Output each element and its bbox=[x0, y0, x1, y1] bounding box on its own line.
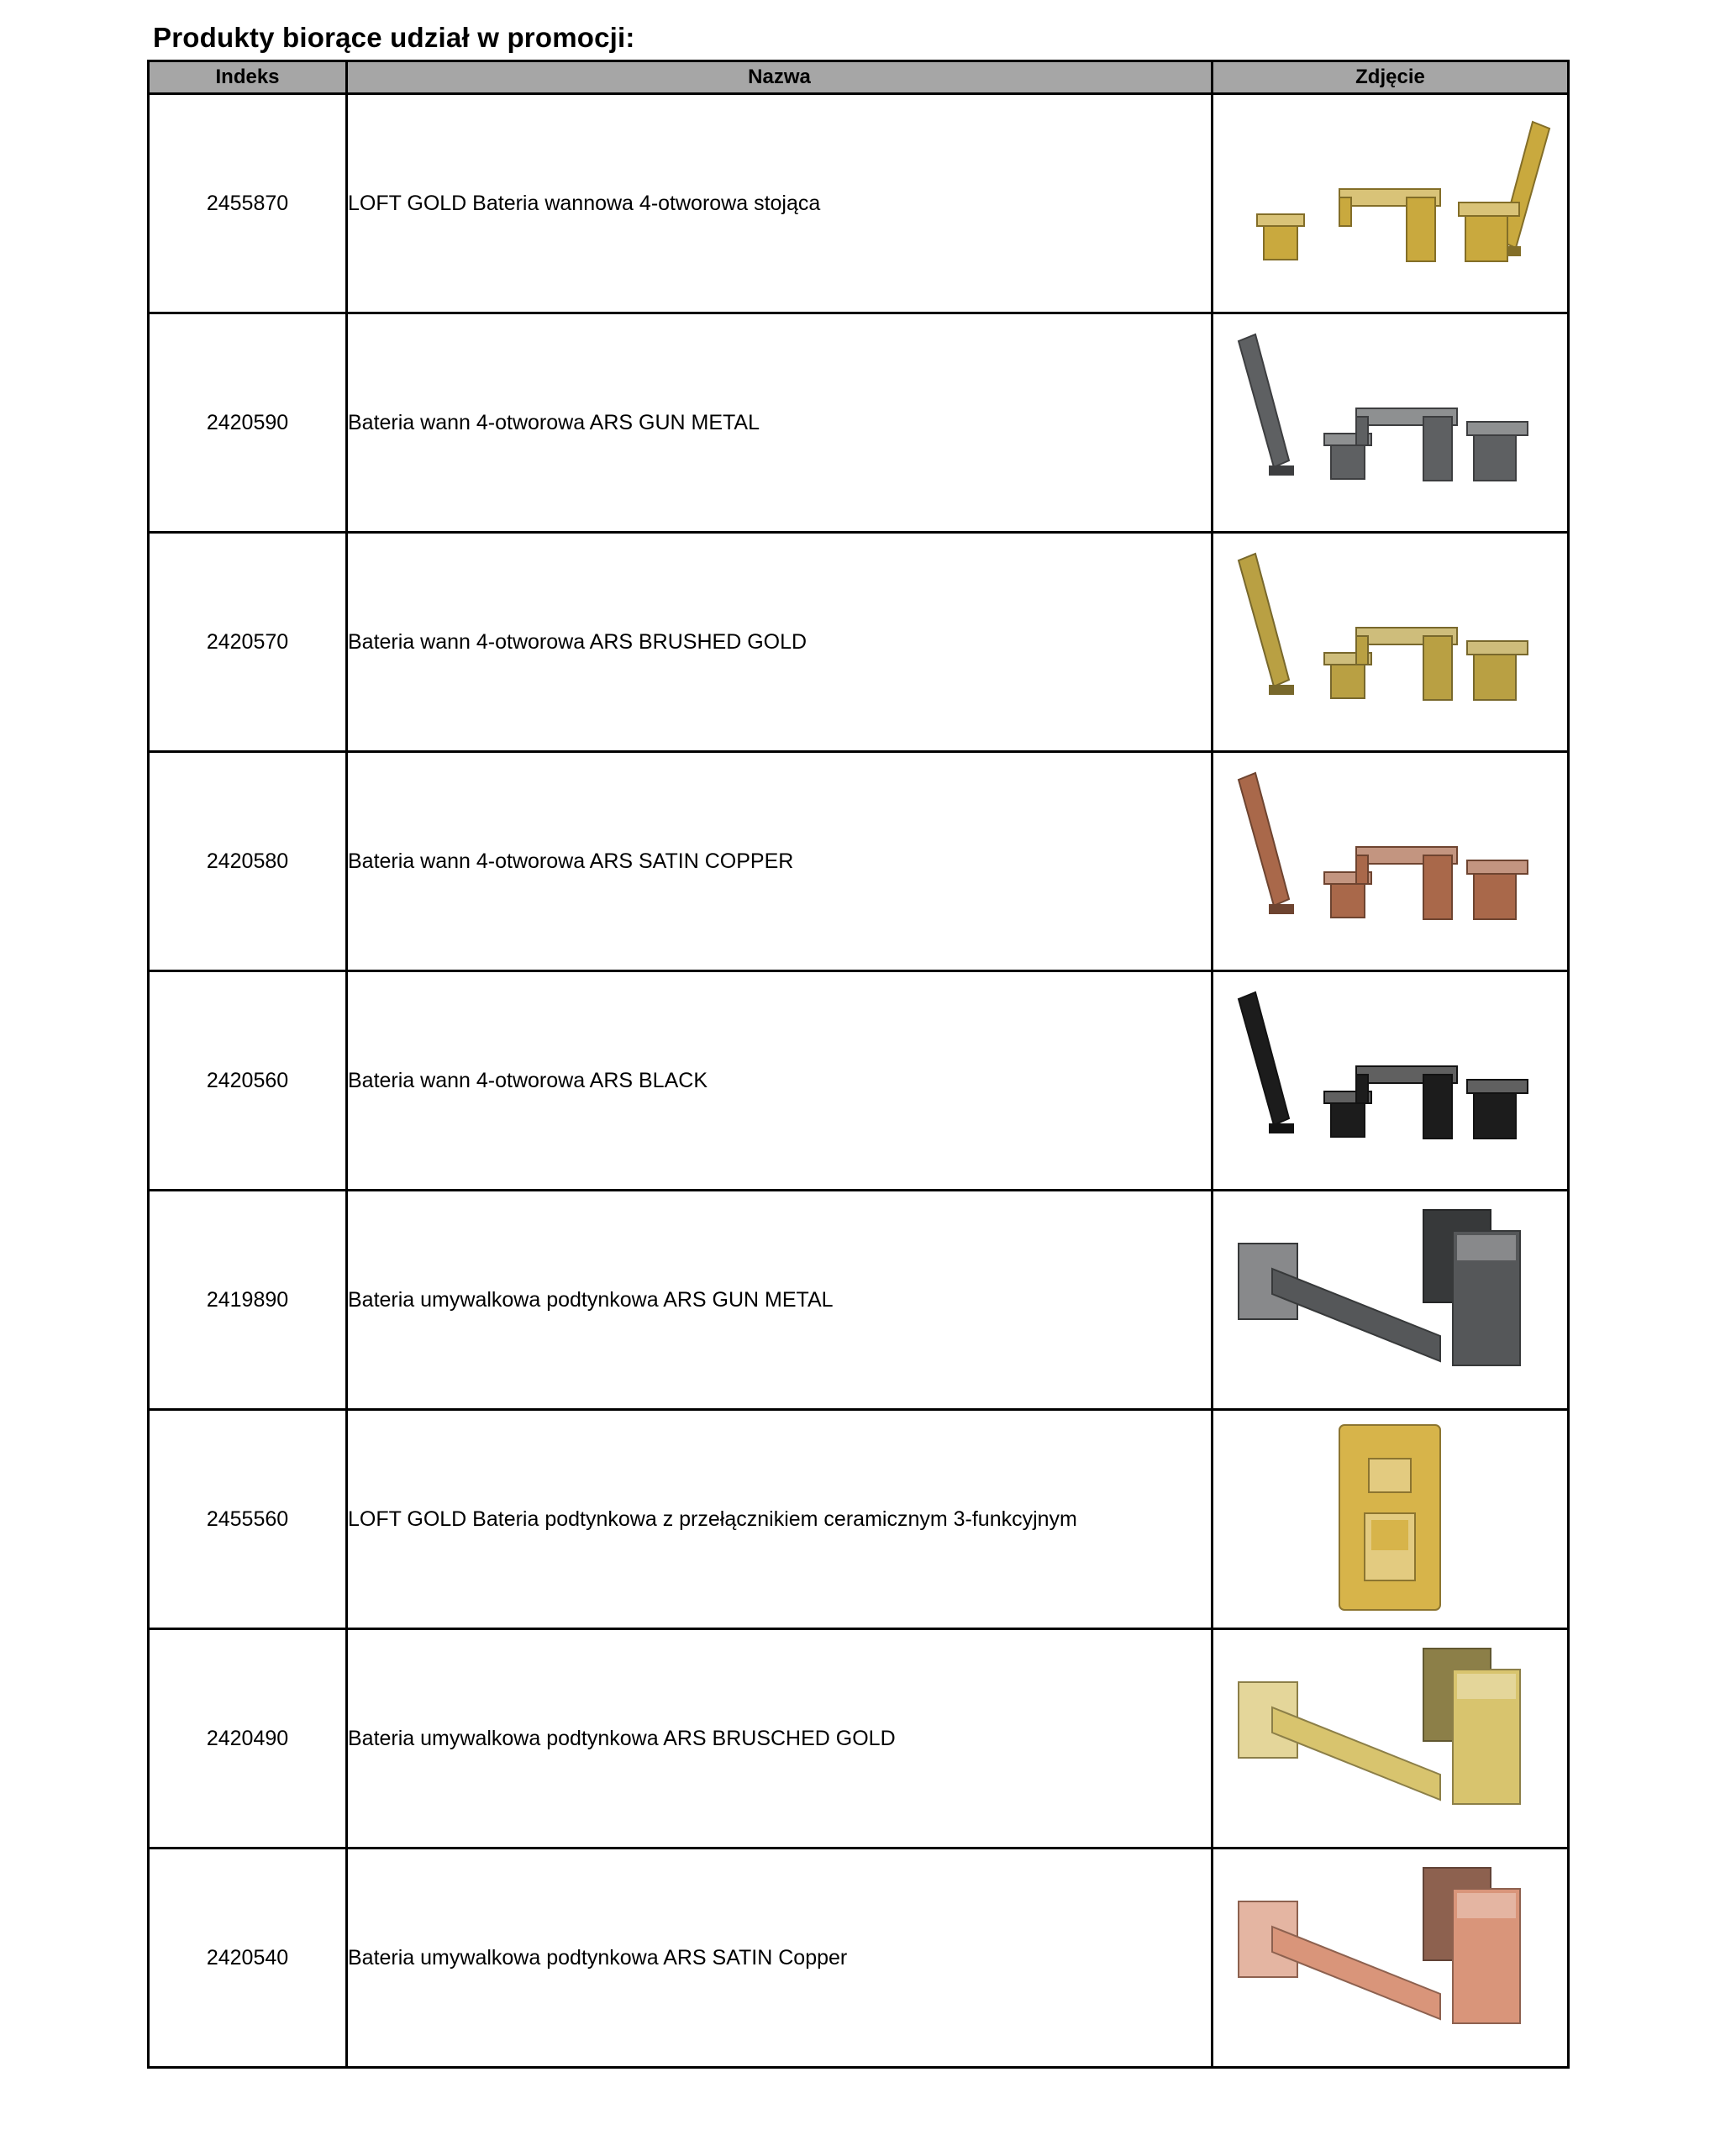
product-image bbox=[1213, 755, 1566, 968]
mixer-handle-icon bbox=[1467, 641, 1528, 700]
product-name: Bateria wann 4-otworowa ARS SATIN COPPER bbox=[347, 752, 1213, 971]
product-index: 2420580 bbox=[149, 752, 347, 971]
product-photo bbox=[1213, 1629, 1569, 1849]
product-name: Bateria wann 4-otworowa ARS BRUSHED GOLD bbox=[347, 533, 1213, 752]
hand-shower-icon bbox=[1239, 554, 1294, 695]
diverter-knob-icon bbox=[1369, 1459, 1411, 1492]
table-row bbox=[149, 313, 1569, 533]
table-row bbox=[149, 533, 1569, 752]
table-row bbox=[149, 1849, 1569, 2068]
table-row bbox=[149, 1191, 1569, 1410]
mixer-handle-icon bbox=[1467, 422, 1528, 481]
product-photo bbox=[1213, 1410, 1569, 1629]
product-image bbox=[1213, 974, 1566, 1187]
products-table bbox=[147, 60, 1570, 2069]
hand-shower-icon bbox=[1239, 773, 1294, 914]
product-index: 2420590 bbox=[149, 313, 347, 533]
product-index: 2420540 bbox=[149, 1849, 347, 2068]
product-photo bbox=[1213, 971, 1569, 1191]
product-photo bbox=[1213, 313, 1569, 533]
table-header-row bbox=[149, 61, 1569, 94]
product-name: Bateria umywalkowa podtynkowa ARS SATIN Copper bbox=[347, 1849, 1213, 2068]
product-name: Bateria umywalkowa podtynkowa ARS GUN METAL bbox=[347, 1191, 1213, 1410]
mixer-handle-icon bbox=[1467, 860, 1528, 919]
product-index: 2420560 bbox=[149, 971, 347, 1191]
product-name: LOFT GOLD Bateria wannowa 4-otworowa stojąca bbox=[347, 94, 1213, 313]
product-photo bbox=[1213, 533, 1569, 752]
header-name: Nazwa bbox=[347, 61, 1213, 94]
product-image bbox=[1213, 1193, 1566, 1407]
hand-shower-icon bbox=[1239, 334, 1294, 476]
product-photo bbox=[1213, 94, 1569, 313]
mixer-handle-icon bbox=[1467, 1080, 1528, 1139]
page-title: Produkty biorące udział w promocji: bbox=[153, 22, 635, 53]
spout-icon bbox=[1339, 189, 1440, 261]
product-index: 2455870 bbox=[149, 94, 347, 313]
product-photo bbox=[1213, 1849, 1569, 2068]
product-name: Bateria umywalkowa podtynkowa ARS BRUSCHED GOLD bbox=[347, 1629, 1213, 1849]
product-image bbox=[1213, 535, 1566, 749]
handle-icon bbox=[1257, 214, 1304, 260]
product-name: Bateria wann 4-otworowa ARS BLACK bbox=[347, 971, 1213, 1191]
product-image bbox=[1213, 1632, 1566, 1845]
product-index: 2455560 bbox=[149, 1410, 347, 1629]
product-photo bbox=[1213, 1191, 1569, 1410]
product-index: 2420570 bbox=[149, 533, 347, 752]
product-name: Bateria wann 4-otworowa ARS GUN METAL bbox=[347, 313, 1213, 533]
table-row bbox=[149, 94, 1569, 313]
product-image bbox=[1213, 316, 1566, 529]
table-row bbox=[149, 971, 1569, 1191]
product-index: 2420490 bbox=[149, 1629, 347, 1849]
product-name: LOFT GOLD Bateria podtynkowa z przełącznikiem ceramicznym 3-funkcyjnym bbox=[347, 1410, 1213, 1629]
hand-shower-icon bbox=[1239, 992, 1294, 1133]
lever-handle-icon bbox=[1365, 1513, 1415, 1580]
product-index: 2419890 bbox=[149, 1191, 347, 1410]
table-row bbox=[149, 1410, 1569, 1629]
product-image bbox=[1213, 1412, 1566, 1626]
header-index: Indeks bbox=[149, 61, 347, 94]
product-image bbox=[1213, 97, 1566, 310]
header-photo: Zdjęcie bbox=[1213, 61, 1569, 94]
table-row bbox=[149, 1629, 1569, 1849]
product-image bbox=[1213, 1851, 1566, 2064]
product-photo bbox=[1213, 752, 1569, 971]
table-row bbox=[149, 752, 1569, 971]
